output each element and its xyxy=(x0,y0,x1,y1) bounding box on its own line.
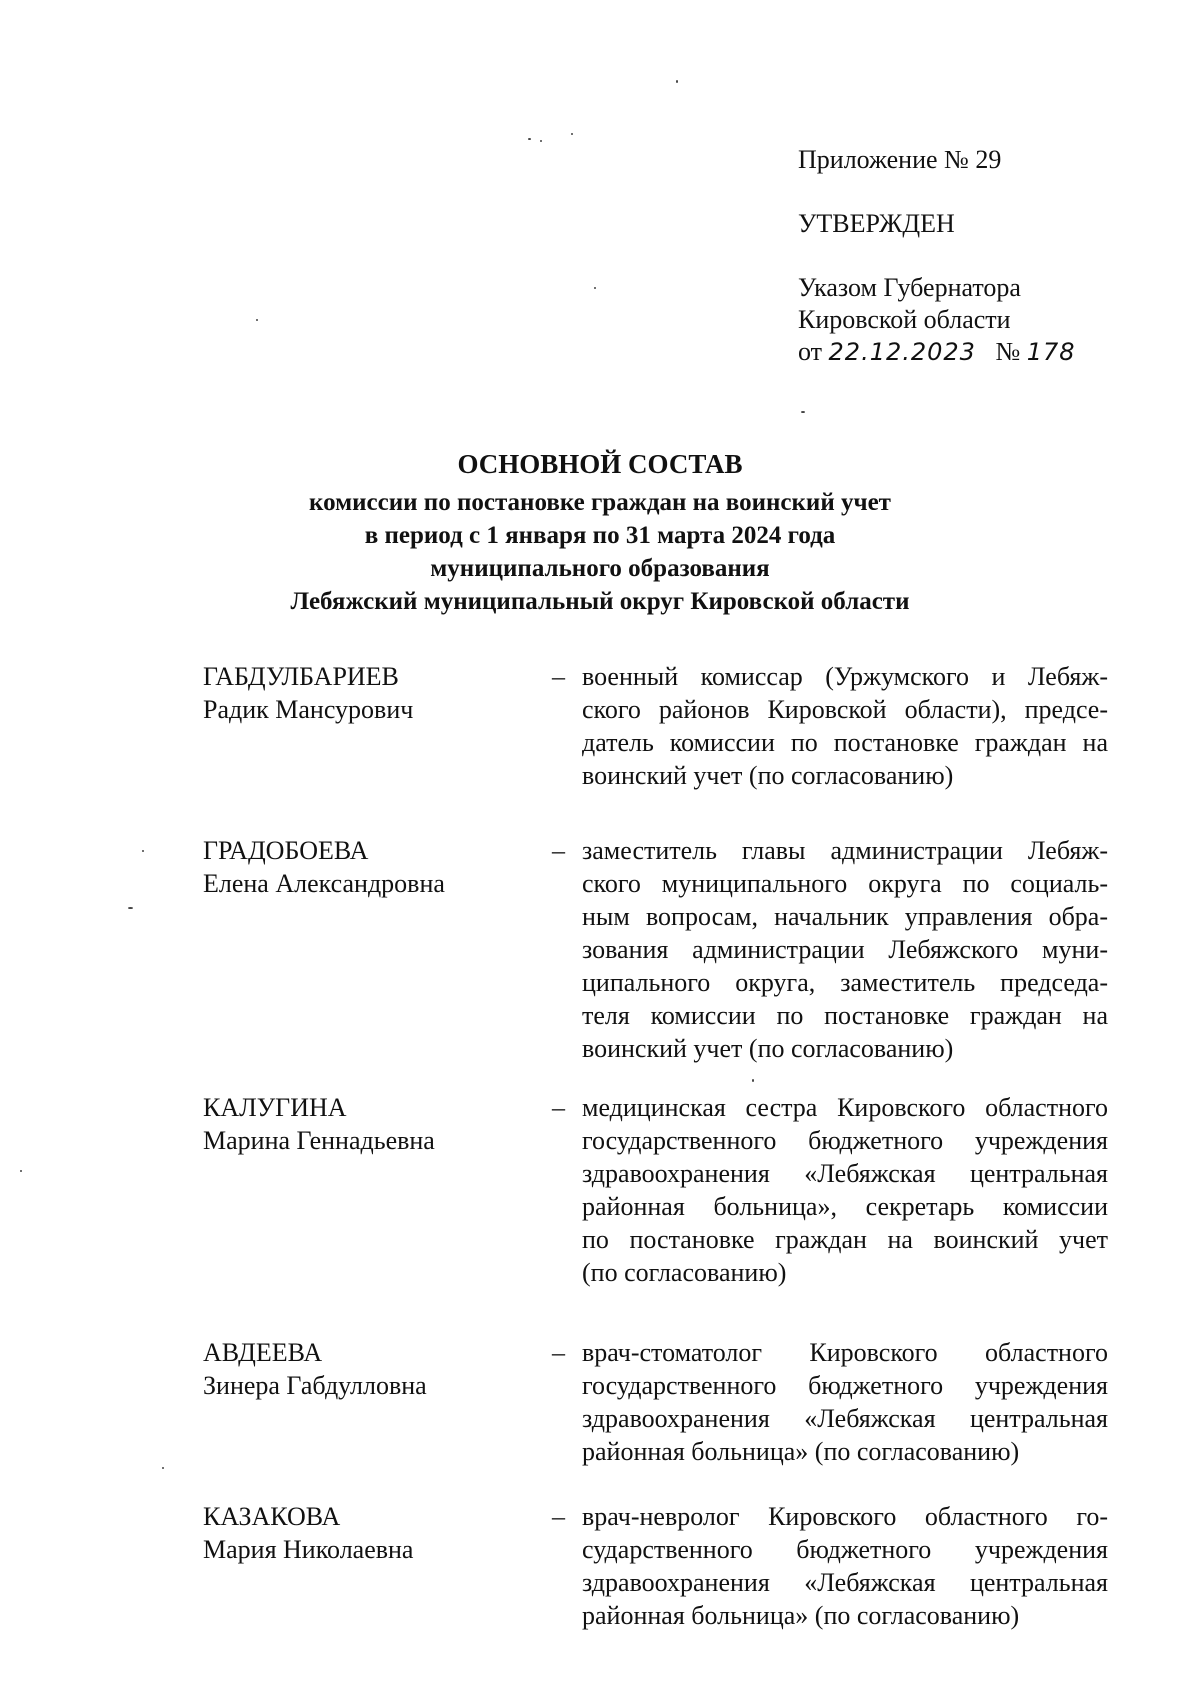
member-dash: – xyxy=(552,836,565,865)
member-name xyxy=(203,1500,523,1566)
member-given-name: Радик Мансурович xyxy=(203,695,414,724)
role-line: военный комиссар (Уржумского и Лебяж- xyxy=(582,662,1108,691)
member-surname: ГРАДОБОЕВА xyxy=(203,836,369,865)
scan-speck xyxy=(20,1170,22,1172)
member-given-name: Марина Геннадьевна xyxy=(203,1126,435,1155)
number-prefix: № xyxy=(995,337,1021,366)
role-line: (по согласованию) xyxy=(582,1258,787,1287)
role-line: по постановке граждан на воинский учет xyxy=(582,1225,1108,1254)
role-line: государственного бюджетного учреждения xyxy=(582,1371,1108,1400)
title-line-2: в период с 1 января по 31 марта 2024 года xyxy=(364,522,836,549)
role-line: районная больница» (по согласованию) xyxy=(582,1437,1020,1466)
member-surname: АВДЕЕВА xyxy=(203,1338,323,1367)
decree-line-1: Указом Губернатора xyxy=(798,273,1021,302)
member-role xyxy=(582,1091,1108,1289)
title-line-1: комиссии по постановке граждан на воинский учет xyxy=(309,489,891,516)
member-dash: – xyxy=(552,1502,565,1531)
role-line: врач-стоматолог Кировского областного xyxy=(582,1338,1108,1367)
member-dash: – xyxy=(552,1338,565,1367)
member-given-name: Мария Николаевна xyxy=(203,1535,414,1564)
member-surname: КАЛУГИНА xyxy=(203,1093,347,1122)
role-line: районная больница», секретарь комиссии xyxy=(582,1192,1108,1221)
role-line: ным вопросам, начальник управления обра- xyxy=(582,902,1108,931)
scan-speck xyxy=(142,850,144,852)
approved-label: УТВЕРЖДЕН xyxy=(798,209,955,238)
member-surname: ГАБДУЛБАРИЕВ xyxy=(203,662,399,691)
role-line: теля комиссии по постановке граждан на xyxy=(582,1001,1108,1030)
scan-speck xyxy=(594,287,596,289)
title-line-3: муниципального образования xyxy=(430,555,770,582)
scan-speck xyxy=(571,133,573,135)
member-name xyxy=(203,1336,523,1402)
role-line: воинский учет (по согласованию) xyxy=(582,1034,954,1063)
role-line: медицинская сестра Кировского областного xyxy=(582,1093,1108,1122)
scan-speck xyxy=(752,1079,754,1082)
member-name xyxy=(203,660,523,726)
approval-block xyxy=(798,144,1138,368)
role-line: государственного бюджетного учреждения xyxy=(582,1126,1108,1155)
title-line-4: Лебяжский муниципальный округ Кировской области xyxy=(290,588,910,615)
member-role xyxy=(582,660,1108,792)
role-line: ципального округа, заместитель председа- xyxy=(582,968,1108,997)
role-line: датель комиссии по постановке граждан на xyxy=(582,728,1108,757)
role-line: здравоохранения «Лебяжская центральная xyxy=(582,1159,1108,1188)
member-name xyxy=(203,1091,523,1157)
role-line: здравоохранения «Лебяжская центральная xyxy=(582,1568,1108,1597)
member-dash: – xyxy=(552,1093,565,1122)
member-given-name: Елена Александровна xyxy=(203,869,445,898)
role-line: зования администрации Лебяжского муни- xyxy=(582,935,1108,964)
scan-speck xyxy=(162,1467,164,1469)
handwritten-date: 22.12.2023 xyxy=(828,338,976,366)
document-title xyxy=(200,446,1000,618)
role-line: ского районов Кировской области), предсе- xyxy=(582,695,1108,724)
scan-speck xyxy=(801,411,805,413)
member-given-name: Зинера Габдулловна xyxy=(203,1371,427,1400)
scan-speck xyxy=(128,907,133,909)
role-line: здравоохранения «Лебяжская центральная xyxy=(582,1404,1108,1433)
handwritten-number: 178 xyxy=(1026,338,1076,366)
decree-line-2: Кировской области xyxy=(798,305,1011,334)
member-surname: КАЗАКОВА xyxy=(203,1502,341,1531)
scan-speck xyxy=(256,319,258,321)
member-dash: – xyxy=(552,662,565,691)
appendix-number: Приложение № 29 xyxy=(798,145,1002,174)
role-line: врач-невролог Кировского областного го- xyxy=(582,1502,1108,1531)
date-prefix: от xyxy=(798,337,823,366)
role-line: районная больница» (по согласованию) xyxy=(582,1601,1020,1630)
title-main: ОСНОВНОЙ СОСТАВ xyxy=(457,449,743,479)
role-line: ского муниципального округа по социаль- xyxy=(582,869,1108,898)
role-line: заместитель главы администрации Лебяж- xyxy=(582,836,1108,865)
decree-date-line xyxy=(798,336,1138,368)
member-name xyxy=(203,834,523,900)
member-role xyxy=(582,1500,1108,1632)
role-line: сударственного бюджетного учреждения xyxy=(582,1535,1108,1564)
scan-speck xyxy=(540,140,542,142)
role-line: воинский учет (по согласованию) xyxy=(582,761,954,790)
scan-speck xyxy=(676,80,678,83)
scan-speck xyxy=(528,138,531,140)
member-role xyxy=(582,834,1108,1065)
member-role xyxy=(582,1336,1108,1468)
